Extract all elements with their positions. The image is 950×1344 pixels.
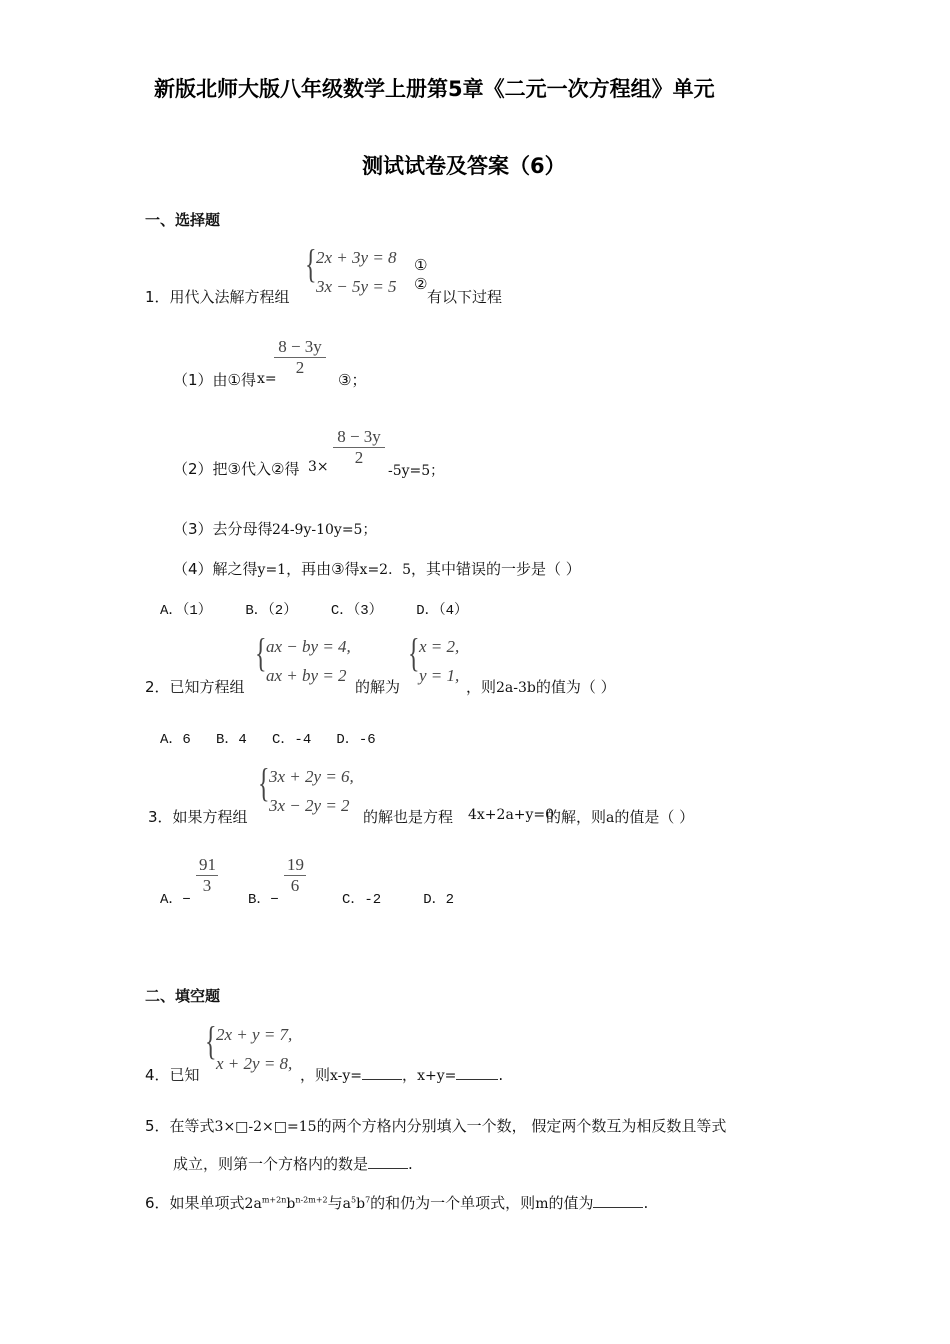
q1-eq1: 2x + 3y = 8 bbox=[316, 248, 397, 267]
q3-eq3: 4x+2a+y=0 bbox=[468, 807, 555, 823]
q4-blank-2[interactable] bbox=[456, 1065, 498, 1080]
q4-eq2: x + 2y = 8, bbox=[216, 1054, 293, 1073]
q6-t2-exp2: 7 bbox=[365, 1195, 371, 1205]
q4-eq1: 2x + y = 7, bbox=[216, 1025, 293, 1044]
q1-step2-mid: 3× bbox=[308, 459, 329, 475]
q1-step1-x: x= bbox=[257, 371, 277, 387]
q1-mark1: ① bbox=[414, 256, 428, 274]
q3-brace: { bbox=[258, 760, 270, 805]
q6-t2-mid: b bbox=[356, 1196, 366, 1212]
q6-prefix: 6．如果单项式 bbox=[145, 1194, 245, 1212]
q5-eq: 3×□-2×□=15 bbox=[214, 1119, 317, 1135]
q3-mid: 的解也是方程 bbox=[363, 808, 454, 826]
q4-xminusy: x-y= bbox=[330, 1068, 363, 1084]
q1-step1-denominator: 2 bbox=[295, 358, 305, 377]
q6-t1-exp1: m+2n bbox=[261, 1195, 287, 1205]
q3-eq2: 3x − 2y = 2 bbox=[269, 796, 350, 815]
q6-line bbox=[145, 1192, 648, 1213]
q4-prefix: 4．已知 bbox=[145, 1066, 200, 1084]
q3-optA-label: A．− bbox=[160, 892, 191, 908]
q2-suffix-b: 2a-3b bbox=[496, 680, 536, 696]
q2-eq2: ax + by = 2 bbox=[266, 666, 347, 685]
q5-blank[interactable] bbox=[368, 1154, 408, 1169]
q2-mid: 的解为 bbox=[355, 678, 401, 696]
q5-line1 bbox=[145, 1115, 726, 1136]
q6-term1 bbox=[245, 1196, 328, 1212]
q2-suffix-c: 的值为（ ） bbox=[535, 678, 616, 696]
q6-t1-mid: b bbox=[286, 1196, 296, 1212]
q1-prefix: 1．用代入法解方程组 bbox=[145, 288, 290, 306]
q6-end: . bbox=[643, 1194, 649, 1212]
q1-step4-a: （4）解之得 bbox=[173, 560, 258, 578]
q3-prefix: 3．如果方程组 bbox=[148, 808, 248, 826]
q1-step1-suffix: ③； bbox=[338, 371, 367, 389]
q1-step3-eq: 24-9y-10y=5； bbox=[272, 522, 377, 538]
q1-step1-numerator: 8 − 3y bbox=[274, 337, 326, 358]
q3-optB-denominator: 6 bbox=[290, 876, 300, 895]
q1-step4-e: ，其中错误的一步是（ ） bbox=[411, 560, 581, 578]
q1-step4-d: x=2．5 bbox=[359, 562, 411, 578]
q4-suffix-a: ，则 bbox=[300, 1066, 331, 1084]
q6-mid: 与 bbox=[327, 1194, 343, 1212]
q6-suffix-a: 的和仍为一个单项式，则 bbox=[370, 1194, 536, 1212]
section-heading-fill: 二、填空题 bbox=[145, 987, 221, 1005]
q6-t2-exp1: 5 bbox=[351, 1195, 357, 1205]
section-heading-choice: 一、选择题 bbox=[145, 211, 221, 229]
q6-t1-exp2: n-2m+2 bbox=[295, 1195, 328, 1205]
q1-step2-denominator: 2 bbox=[354, 448, 364, 467]
q3-eq1: 3x + 2y = 6, bbox=[269, 767, 354, 786]
q1-step2-suffix: -5y=5； bbox=[388, 463, 445, 479]
q1-step2-prefix: （2）把③代入②得 bbox=[173, 460, 300, 478]
q1-step1-prefix: （1）由①得 bbox=[173, 371, 256, 389]
q3-suffix-c: 的值是（ ） bbox=[614, 808, 695, 826]
q5-line2-text: 成立，则第一个方格内的数是 bbox=[173, 1155, 369, 1173]
q2-brace: { bbox=[255, 630, 267, 675]
q2-eq1: ax − by = 4, bbox=[266, 637, 351, 656]
q3-optA-fraction bbox=[196, 855, 218, 896]
q5-suffix: 的两个方格内分别填入一个数， 假定两个数互为相反数且等式 bbox=[316, 1117, 727, 1135]
q2-prefix: 2．已知方程组 bbox=[145, 678, 245, 696]
q1-mark2: ② bbox=[414, 275, 428, 293]
q3-suffix-b: a bbox=[606, 810, 615, 826]
q6-t2-base: a bbox=[342, 1196, 352, 1212]
q1-step4-c: ，再由③得 bbox=[286, 560, 360, 578]
q4-end: . bbox=[498, 1066, 504, 1084]
q6-suffix-c: 的值为 bbox=[548, 1194, 594, 1212]
q3-optB-label: B．− bbox=[248, 892, 279, 908]
q4-suffix bbox=[300, 1064, 503, 1085]
q6-t1-base: 2a bbox=[244, 1196, 262, 1212]
q1-suffix: 有以下过程 bbox=[427, 288, 503, 306]
q2-sol1: x = 2, bbox=[419, 637, 460, 656]
q6-term2 bbox=[343, 1196, 371, 1212]
q1-brace: { bbox=[305, 241, 317, 286]
page-title-line2: 测试试卷及答案（6） bbox=[362, 154, 566, 178]
q1-step4-b: y=1 bbox=[257, 562, 287, 578]
q5-end: . bbox=[408, 1155, 413, 1173]
q1-options: A．（1） B．（2） C．（3） D．（4） bbox=[160, 603, 469, 619]
q2-options: A．6 B．4 C．-4 D．-6 bbox=[160, 732, 376, 748]
page-title-line1: 新版北师大版八年级数学上册第5章《二元一次方程组》单元 bbox=[154, 77, 715, 101]
q4-blank-1[interactable] bbox=[362, 1065, 402, 1080]
q6-blank[interactable] bbox=[593, 1193, 643, 1208]
q4-sep: ， bbox=[402, 1066, 418, 1084]
q2-suffix bbox=[466, 676, 616, 697]
q3-suffix bbox=[546, 806, 694, 827]
q1-step4 bbox=[173, 558, 581, 579]
q3-suffix-a: 的解，则 bbox=[546, 808, 607, 826]
q3-optB-fraction bbox=[284, 855, 306, 896]
q3-optB-numerator: 19 bbox=[284, 855, 306, 876]
q2-sol2: y = 1, bbox=[419, 666, 460, 685]
q5-line2 bbox=[173, 1153, 413, 1174]
q3-optA-numerator: 91 bbox=[196, 855, 218, 876]
q1-step2-numerator: 8 − 3y bbox=[333, 427, 385, 448]
q4-brace: { bbox=[205, 1018, 217, 1063]
q6-suffix-b: m bbox=[535, 1196, 549, 1212]
q2-suffix-a: ，则 bbox=[466, 678, 497, 696]
q1-eq2: 3x − 5y = 5 bbox=[316, 277, 397, 296]
q1-step2-fraction bbox=[333, 427, 385, 468]
q2-sol-brace: { bbox=[408, 630, 420, 675]
q1-step1-fraction bbox=[274, 337, 326, 378]
q4-xplusy: x+y= bbox=[417, 1068, 457, 1084]
q3-optA-denominator: 3 bbox=[202, 876, 212, 895]
q3-options-cd: C．-2 D．2 bbox=[342, 892, 455, 908]
q5-prefix: 5．在等式 bbox=[145, 1117, 215, 1135]
q1-step3-prefix: （3）去分母得 bbox=[173, 520, 273, 538]
